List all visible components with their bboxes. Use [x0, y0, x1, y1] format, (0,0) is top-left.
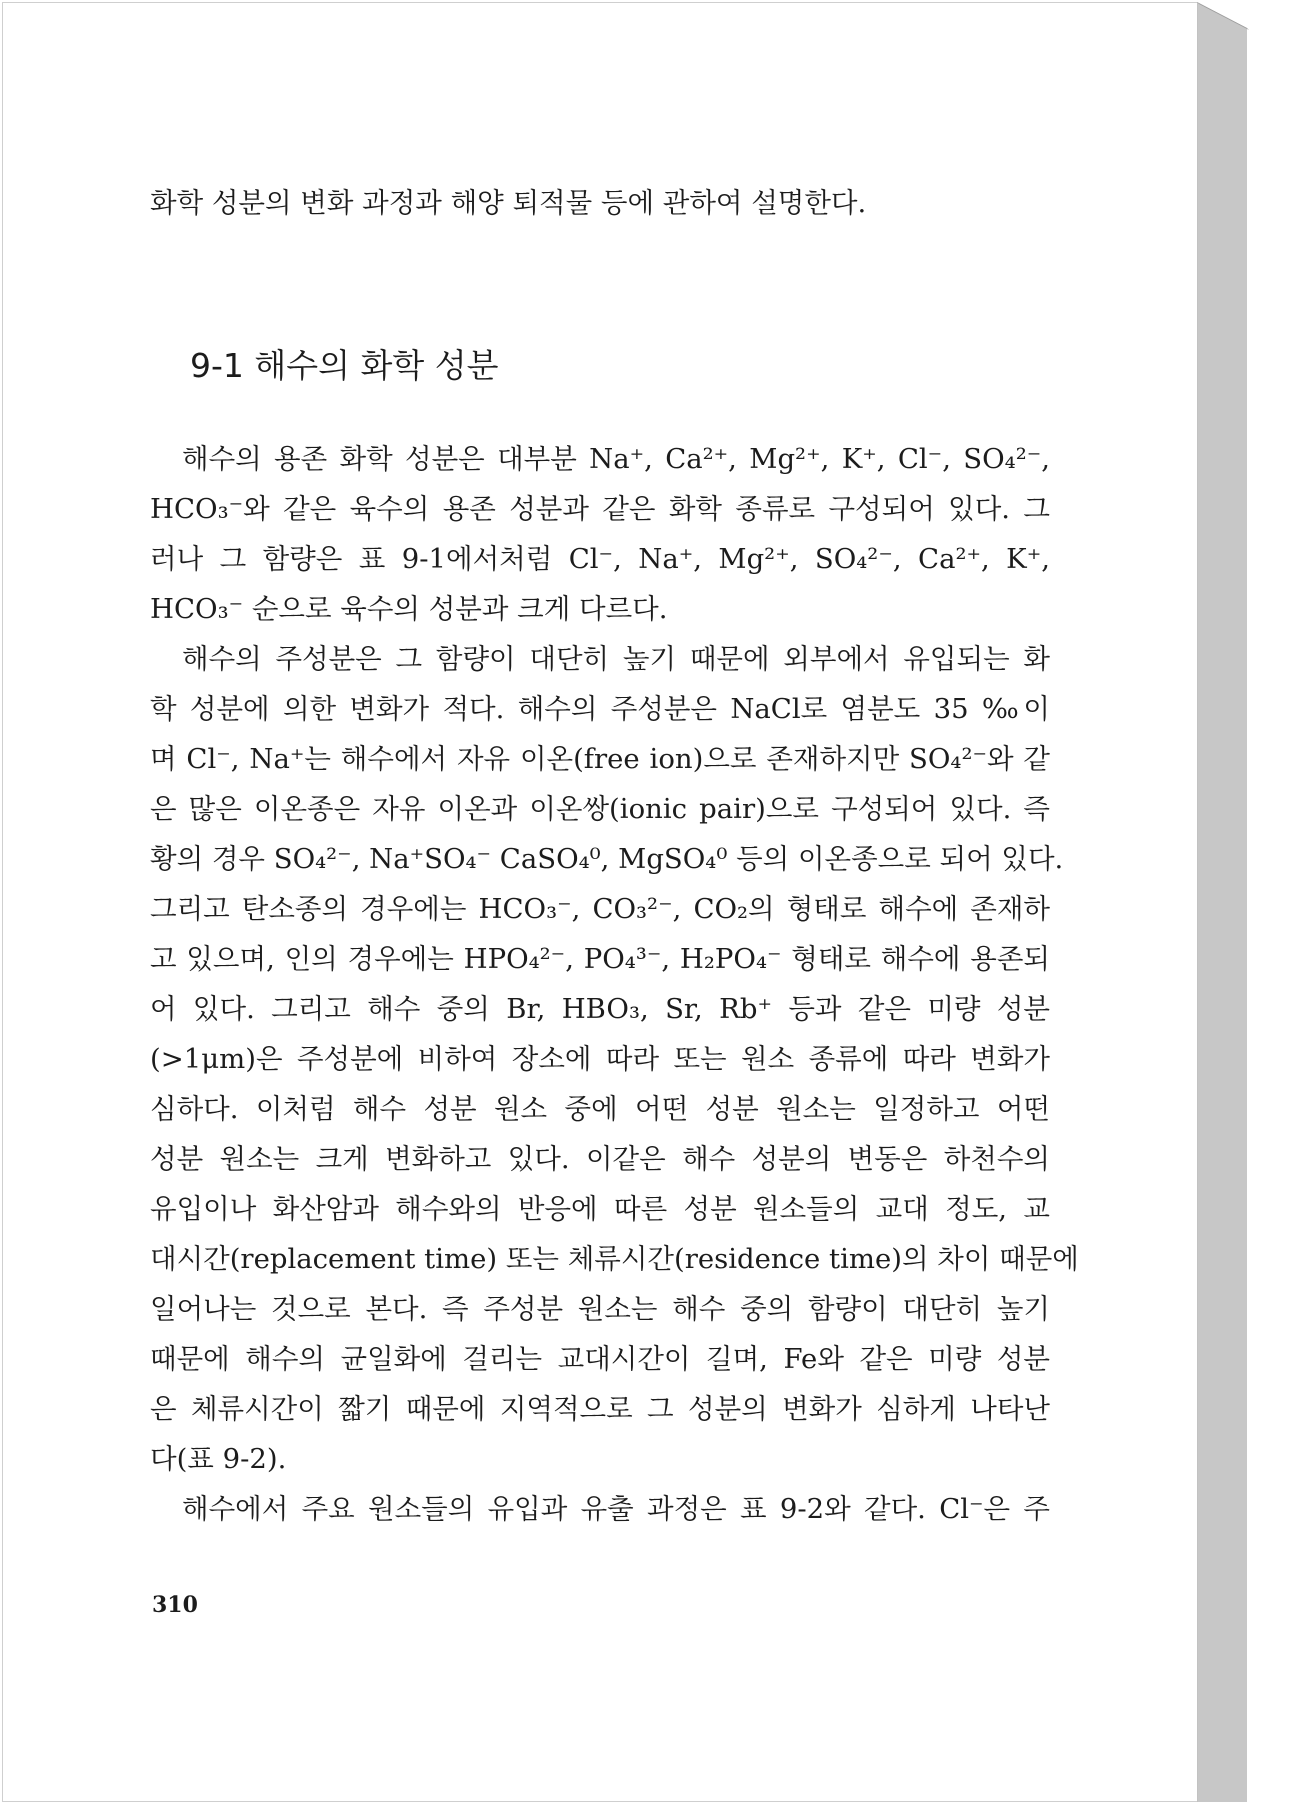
text-line: 그리고 탄소종의 경우에는 HCO₃⁻, CO₃²⁻, CO₂의 형태로 해수에 존재하	[150, 893, 1050, 925]
text-line: 며 Cl⁻, Na⁺는 해수에서 자유 이온(free ion)으로 존재하지만 SO₄²⁻와 같	[150, 743, 1050, 775]
text-line: 해수에서 주요 원소들의 유입과 유출 과정은 표 9-2와 같다. Cl⁻은 주	[182, 1493, 1050, 1525]
text-line: 대시간(replacement time) 또는 체류시간(residence time)의 차이 때문에	[150, 1243, 1079, 1275]
text-line: 때문에 해수의 균일화에 걸리는 교대시간이 길며, Fe와 같은 미량 성분	[150, 1343, 1050, 1375]
text-line: (>1μm)은 주성분에 비하여 장소에 따라 또는 원소 종류에 따라 변화가	[150, 1043, 1050, 1075]
text-line: HCO₃⁻ 순으로 육수의 성분과 크게 다르다.	[150, 593, 668, 625]
text-line: 은 많은 이온종은 자유 이온과 이온쌍(ionic pair)으로 구성되어 있다. 즉	[150, 793, 1050, 825]
text-line: 어 있다. 그리고 해수 중의 Br, HBO₃, Sr, Rb⁺ 등과 같은 미량 성분	[150, 993, 1050, 1025]
text-line: 황의 경우 SO₄²⁻, Na⁺SO₄⁻ CaSO₄⁰, MgSO₄⁰ 등의 이온종으로 되어 있다.	[150, 843, 1064, 875]
text-line: 학 성분에 의한 변화가 적다. 해수의 주성분은 NaCl로 염분도 35 ‰이	[150, 693, 1050, 725]
intro-line: 화학 성분의 변화 과정과 해양 퇴적물 등에 관하여 설명한다.	[150, 187, 867, 219]
body-text	[150, 434, 1079, 1534]
text-line: 유입이나 화산암과 해수와의 반응에 따른 성분 원소들의 교대 정도, 교	[150, 1193, 1050, 1225]
section-heading: 9-1 해수의 화학 성분	[190, 346, 499, 385]
text-line: 성분 원소는 크게 변화하고 있다. 이같은 해수 성분의 변동은 하천수의	[150, 1143, 1050, 1175]
text-line: 은 체류시간이 짧기 때문에 지역적으로 그 성분의 변화가 심하게 나타난	[150, 1393, 1050, 1425]
text-line: 고 있으며, 인의 경우에는 HPO₄²⁻, PO₄³⁻, H₂PO₄⁻ 형태로 해수에 용존되	[150, 943, 1050, 975]
text-line: 해수의 용존 화학 성분은 대부분 Na⁺, Ca²⁺, Mg²⁺, K⁺, Cl⁻, SO₄²⁻,	[182, 443, 1050, 475]
text-line: 해수의 주성분은 그 함량이 대단히 높기 때문에 외부에서 유입되는 화	[182, 643, 1050, 675]
text-line: 러나 그 함량은 표 9-1에서처럼 Cl⁻, Na⁺, Mg²⁺, SO₄²⁻, Ca²⁺, K⁺,	[150, 543, 1050, 575]
text-line: 일어나는 것으로 본다. 즉 주성분 원소는 해수 중의 함량이 대단히 높기	[150, 1293, 1050, 1325]
text-line: 심하다. 이처럼 해수 성분 원소 중에 어떤 성분 원소는 일정하고 어떤	[150, 1093, 1050, 1125]
text-line: 다(표 9-2).	[150, 1443, 287, 1475]
text-line: HCO₃⁻와 같은 육수의 용존 성분과 같은 화학 종류로 구성되어 있다. 그	[150, 493, 1050, 525]
page-number: 310	[152, 1592, 198, 1618]
